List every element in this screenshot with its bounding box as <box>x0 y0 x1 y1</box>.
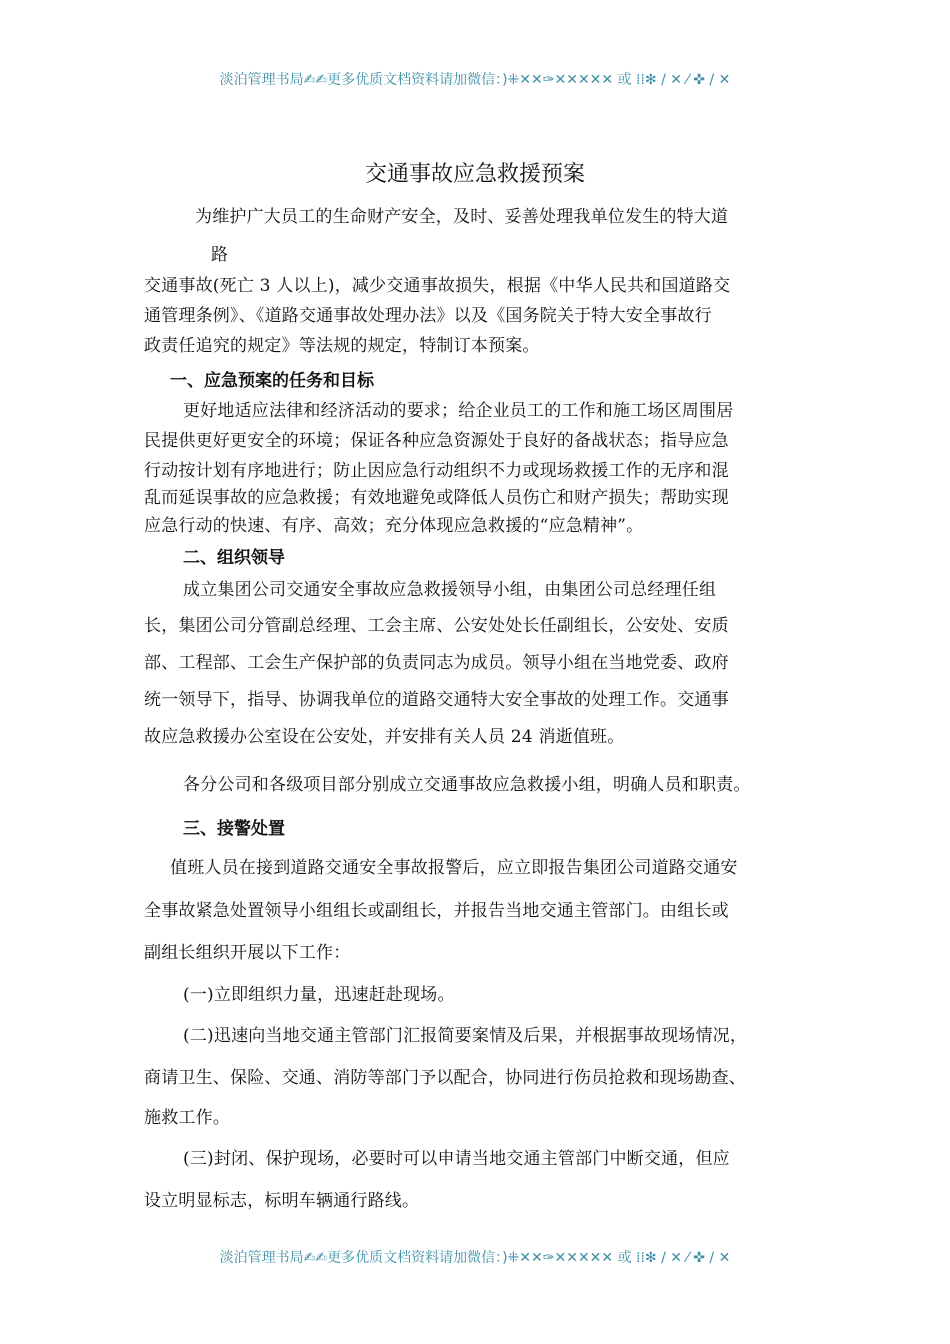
footer-watermark: 淡泊管理书局✍✍更多优质文档资料请加微信：)⁜✕✕✑✕✕✕✕✕ 或 ⁞⁞✻ / ✕ ⁄ ✜ / ✕ <box>219 1250 731 1266</box>
text-line: 应急行动的快速、有序、高效；充分体现应急救援的“应急精神”。 <box>144 516 644 536</box>
text-line: 施救工作。 <box>144 1108 230 1128</box>
header-watermark: 淡泊管理书局✍✍更多优质文档资料请加微信：)⁜✕✕✑✕✕✕✕✕ 或 ⁞⁞✻ / ✕ ⁄ ✜ / ✕ <box>219 72 731 88</box>
text-line: 各分公司和各级项目部分别成立交通事故应急救援小组，明确人员和职责。 <box>183 775 751 795</box>
text-line: 副组长组织开展以下工作： <box>144 943 351 963</box>
text-line: 交通事故(死亡 3 人以上)，减少交通事故损失，根据《中华人民共和国道路交 <box>144 276 731 296</box>
text-line: 政责任追究的规定》等法规的规定，特制订本预案。 <box>144 336 540 356</box>
section-heading: 一、应急预案的任务和目标 <box>170 371 374 391</box>
text-line: 全事故紧急处置领导小组组长或副组长，并报告当地交通主管部门。由组长或 <box>144 901 729 921</box>
text-line: 统一领导下，指导、协调我单位的道路交通特大安全事故的处理工作。交通事 <box>144 690 729 710</box>
text-line: 值班人员在接到道路交通安全事故报警后，应立即报告集团公司道路交通安 <box>170 858 738 878</box>
text-line: 行动按计划有序地进行；防止因应急行动组织不力或现场救援工作的无序和混 <box>144 461 729 481</box>
text-line: 民提供更好更安全的环境；保证各种应急资源处于良好的备战状态；指导应急 <box>144 431 729 451</box>
text-line: 商请卫生、保险、交通、消防等部门予以配合，协同进行伤员抢救和现场勘查、 <box>144 1068 746 1088</box>
text-line: 路 <box>211 245 229 265</box>
section-heading: 三、接警处置 <box>183 819 285 839</box>
document-title: 交通事故应急救援预案 <box>364 162 585 187</box>
text-line: 设立明显标志，标明车辆通行路线。 <box>144 1191 420 1211</box>
text-line: 成立集团公司交通安全事故应急救援领导小组，由集团公司总经理任组 <box>183 580 717 600</box>
text-line: (三)封闭、保护现场，必要时可以申请当地交通主管部门中断交通，但应 <box>183 1149 730 1169</box>
text-line: 故应急救援办公室设在公安处，并安排有关人员 24 消逝值班。 <box>144 727 625 747</box>
text-line: 为维护广大员工的生命财产安全，及时、妥善处理我单位发生的特大道 <box>195 207 729 227</box>
text-line: 更好地适应法律和经济活动的要求；给企业员工的工作和施工场区周围居 <box>183 401 734 421</box>
text-line: 乱而延误事故的应急救援；有效地避免或降低人员伤亡和财产损失；帮助实现 <box>144 488 729 508</box>
text-line: (一)立即组织力量，迅速赶赴现场。 <box>183 985 455 1005</box>
text-line: 长，集团公司分管副总经理、工会主席、公安处处长任副组长，公安处、安质 <box>144 616 729 636</box>
text-line: 部、工程部、工会生产保护部的负责同志为成员。领导小组在当地党委、政府 <box>144 653 729 673</box>
text-line: 通管理条例》、《道路交通事故处理办法》以及《国务院关于特大安全事故行 <box>144 306 712 326</box>
section-heading: 二、组织领导 <box>183 548 285 568</box>
text-line: (二)迅速向当地交通主管部门汇报简要案情及后果，并根据事故现场情况， <box>183 1026 748 1046</box>
